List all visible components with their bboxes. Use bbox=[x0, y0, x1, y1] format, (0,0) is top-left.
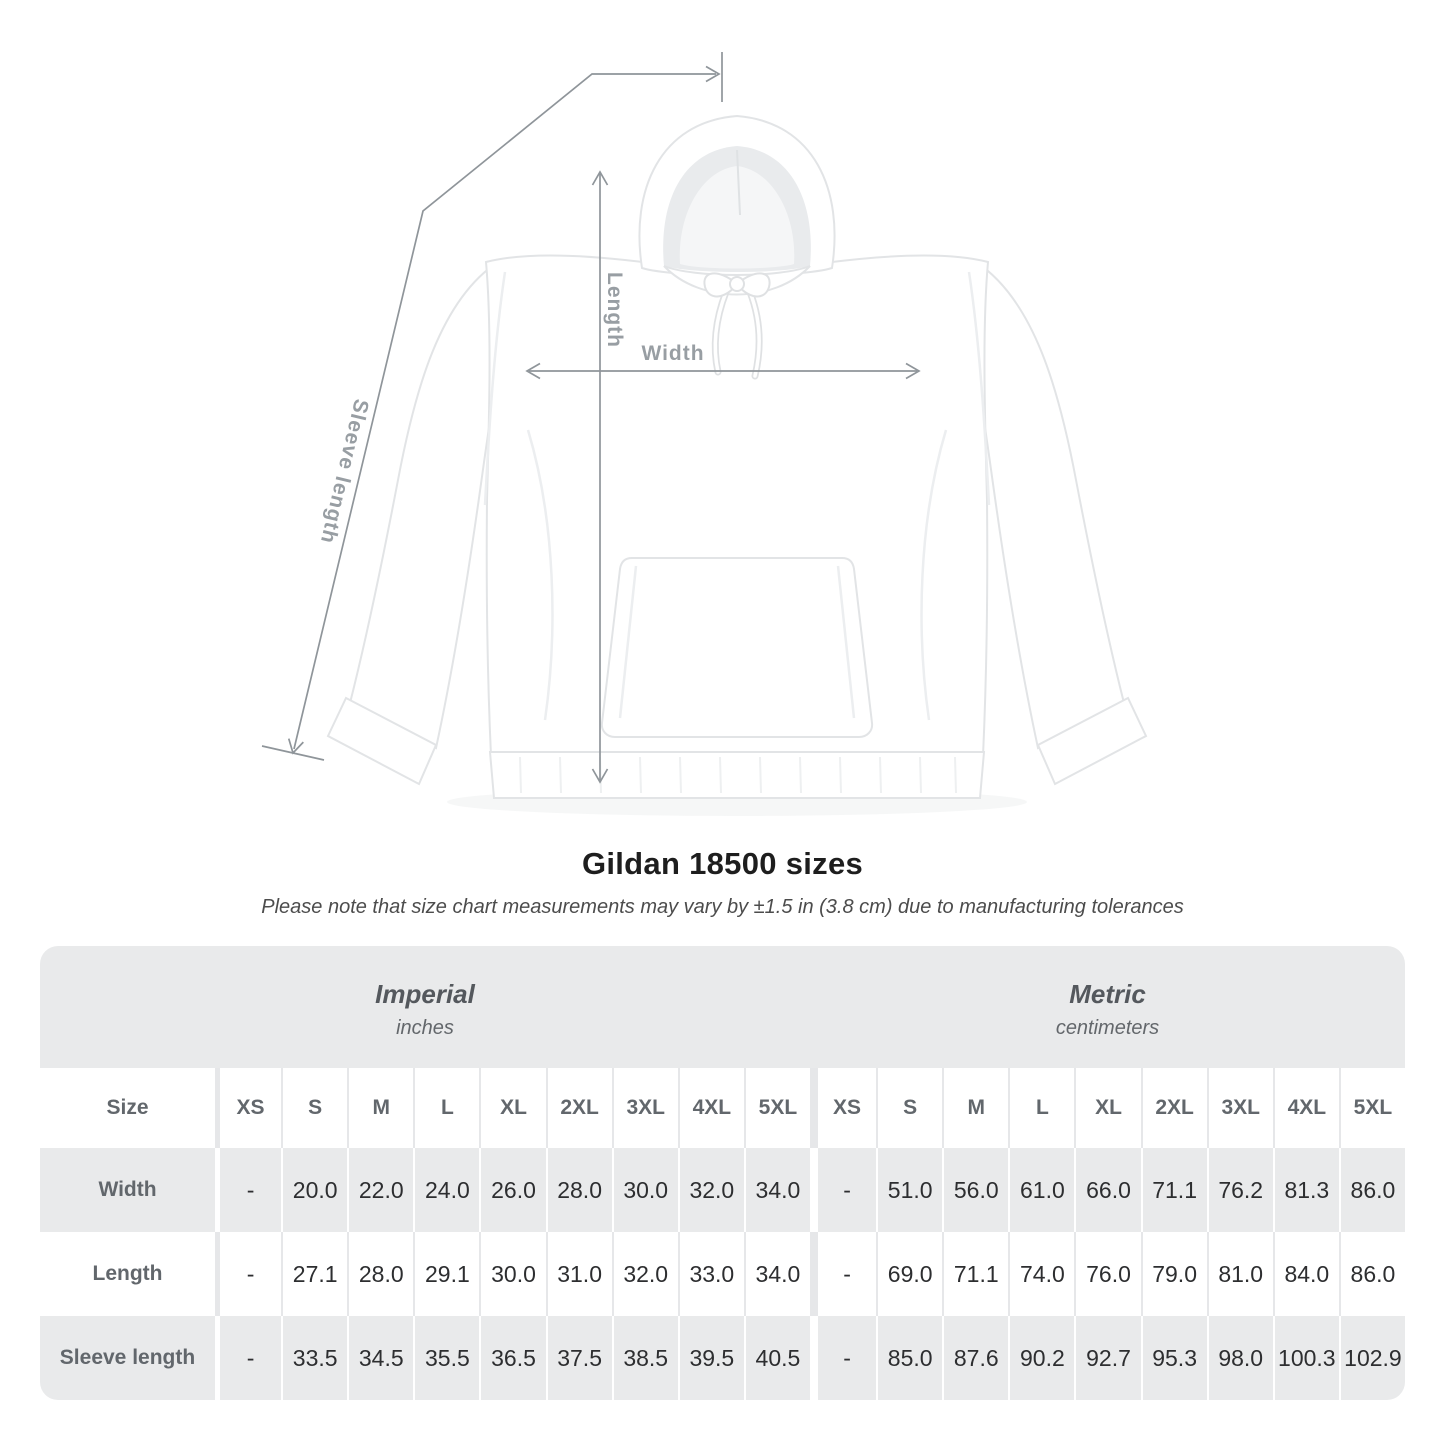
size-header-row bbox=[40, 1068, 1405, 1148]
size-header-imperial: 5XL bbox=[744, 1068, 810, 1148]
table-cell: 28.0 bbox=[347, 1232, 413, 1316]
hoodie-left-sleeve bbox=[350, 262, 505, 748]
table-cell: 85.0 bbox=[876, 1316, 942, 1400]
table-cell: 35.5 bbox=[413, 1316, 479, 1400]
hoodie-pocket bbox=[602, 558, 872, 737]
table-cell: 40.5 bbox=[744, 1316, 810, 1400]
table-cell: 69.0 bbox=[876, 1232, 942, 1316]
table-cell: 51.0 bbox=[876, 1148, 942, 1232]
sleeve-length-label: Sleeve length bbox=[315, 396, 373, 547]
size-header-metric: XL bbox=[1074, 1068, 1140, 1148]
size-header-imperial: 4XL bbox=[678, 1068, 744, 1148]
table-cell: 66.0 bbox=[1074, 1148, 1140, 1232]
size-header-metric: 4XL bbox=[1273, 1068, 1339, 1148]
size-header-metric: XS bbox=[810, 1068, 876, 1148]
size-header-metric: S bbox=[876, 1068, 942, 1148]
table-cell: 24.0 bbox=[413, 1148, 479, 1232]
size-header-metric: 2XL bbox=[1141, 1068, 1207, 1148]
table-cell: 34.0 bbox=[744, 1232, 810, 1316]
row-sleeve-length bbox=[40, 1316, 1405, 1400]
table-cell: 29.1 bbox=[413, 1232, 479, 1316]
table-cell: 92.7 bbox=[1074, 1316, 1140, 1400]
size-header-imperial: XL bbox=[479, 1068, 545, 1148]
size-header-imperial: XS bbox=[215, 1068, 281, 1148]
table-cell: - bbox=[810, 1316, 876, 1400]
width-label: Width bbox=[641, 342, 705, 365]
table-cell: 81.3 bbox=[1273, 1148, 1339, 1232]
imperial-group-subtitle: inches bbox=[396, 1016, 454, 1039]
table-cell: 26.0 bbox=[479, 1148, 545, 1232]
size-header-imperial: S bbox=[281, 1068, 347, 1148]
table-cell: 71.1 bbox=[1141, 1148, 1207, 1232]
table-cell: 30.0 bbox=[479, 1232, 545, 1316]
table-cell: 32.0 bbox=[678, 1148, 744, 1232]
size-header-metric: M bbox=[942, 1068, 1008, 1148]
row-length bbox=[40, 1232, 1405, 1316]
table-cell: - bbox=[810, 1232, 876, 1316]
table-cell: - bbox=[215, 1232, 281, 1316]
size-header-imperial: 3XL bbox=[612, 1068, 678, 1148]
table-cell: 81.0 bbox=[1207, 1232, 1273, 1316]
table-cell: 74.0 bbox=[1008, 1232, 1074, 1316]
table-cell: 84.0 bbox=[1273, 1232, 1339, 1316]
table-cell: 34.0 bbox=[744, 1148, 810, 1232]
metric-group-subtitle: centimeters bbox=[1055, 1016, 1160, 1039]
table-cell: - bbox=[810, 1148, 876, 1232]
table-cell: - bbox=[215, 1316, 281, 1400]
size-header-imperial: 2XL bbox=[546, 1068, 612, 1148]
imperial-group-header bbox=[40, 946, 810, 1068]
unit-group-row bbox=[40, 946, 1405, 1068]
row-label: Width bbox=[98, 1178, 157, 1201]
table-cell: 36.5 bbox=[479, 1316, 545, 1400]
row-width bbox=[40, 1148, 1405, 1232]
size-header-metric: 3XL bbox=[1207, 1068, 1273, 1148]
length-label: Length bbox=[603, 272, 626, 348]
hoodie-illustration bbox=[328, 116, 1146, 798]
table-cell: 86.0 bbox=[1339, 1148, 1405, 1232]
table-cell: 98.0 bbox=[1207, 1316, 1273, 1400]
metric-group-header bbox=[810, 946, 1405, 1068]
hoodie-right-sleeve bbox=[969, 262, 1124, 748]
table-cell: 102.9 bbox=[1339, 1316, 1405, 1400]
table-cell: 22.0 bbox=[347, 1148, 413, 1232]
row-label: Length bbox=[92, 1262, 163, 1285]
table-cell: 95.3 bbox=[1141, 1316, 1207, 1400]
table-cell: 61.0 bbox=[1008, 1148, 1074, 1232]
size-table bbox=[40, 946, 1405, 1400]
imperial-group-title: Imperial bbox=[375, 978, 475, 1009]
table-cell: 34.5 bbox=[347, 1316, 413, 1400]
table-cell: 33.5 bbox=[281, 1316, 347, 1400]
table-cell: 76.2 bbox=[1207, 1148, 1273, 1232]
table-cell: 31.0 bbox=[546, 1232, 612, 1316]
table-cell: 86.0 bbox=[1339, 1232, 1405, 1316]
table-cell: 28.0 bbox=[546, 1148, 612, 1232]
metric-group-title: Metric bbox=[1069, 978, 1146, 1009]
table-cell: 20.0 bbox=[281, 1148, 347, 1232]
size-header-imperial: M bbox=[347, 1068, 413, 1148]
size-header-metric: 5XL bbox=[1339, 1068, 1405, 1148]
table-cell: 76.0 bbox=[1074, 1232, 1140, 1316]
size-header-metric: L bbox=[1008, 1068, 1074, 1148]
table-cell: 33.0 bbox=[678, 1232, 744, 1316]
table-cell: 38.5 bbox=[612, 1316, 678, 1400]
table-cell: 71.1 bbox=[942, 1232, 1008, 1316]
hoodie-hem-band bbox=[490, 752, 984, 798]
size-column-header: Size bbox=[106, 1096, 149, 1119]
table-cell: 39.5 bbox=[678, 1316, 744, 1400]
table-cell: 27.1 bbox=[281, 1232, 347, 1316]
row-label: Sleeve length bbox=[59, 1346, 196, 1369]
tolerance-note: Please note that size chart measurements may vary by ±1.5 in (3.8 cm) due to manufacturing tolerances bbox=[261, 896, 1184, 918]
size-header-imperial: L bbox=[413, 1068, 479, 1148]
table-cell: 32.0 bbox=[612, 1232, 678, 1316]
table-cell: 87.6 bbox=[942, 1316, 1008, 1400]
table-cell: 56.0 bbox=[942, 1148, 1008, 1232]
page-title: Gildan 18500 sizes bbox=[581, 846, 864, 881]
table-cell: 100.3 bbox=[1273, 1316, 1339, 1400]
sleeve-length-start-tick bbox=[262, 746, 324, 760]
table-cell: 30.0 bbox=[612, 1148, 678, 1232]
table-cell: 37.5 bbox=[546, 1316, 612, 1400]
table-cell: 79.0 bbox=[1141, 1232, 1207, 1316]
table-cell: - bbox=[215, 1148, 281, 1232]
table-cell: 90.2 bbox=[1008, 1316, 1074, 1400]
